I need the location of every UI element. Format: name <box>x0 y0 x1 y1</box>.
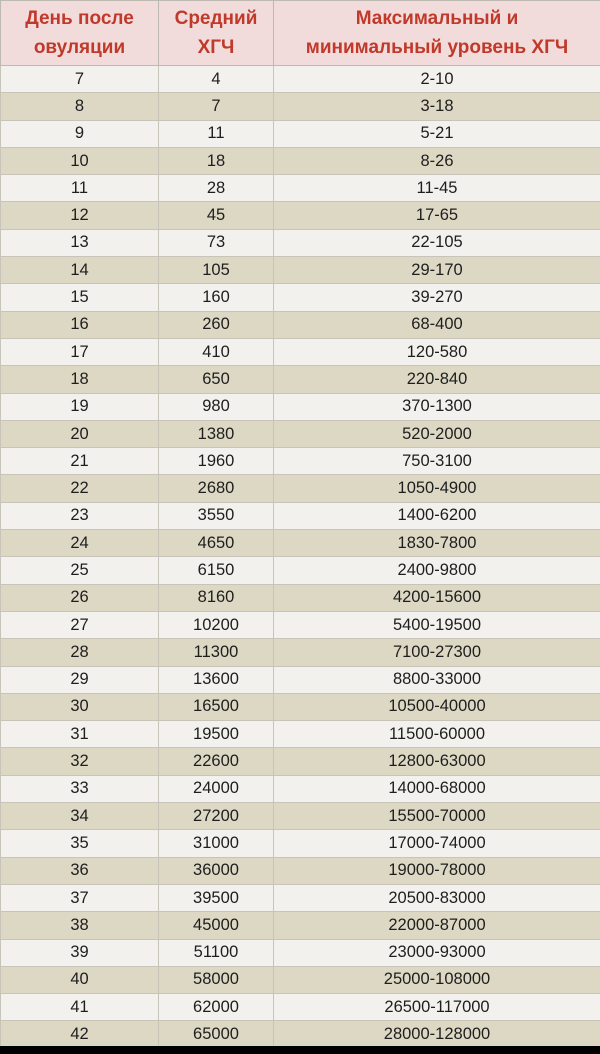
cell-hcg-range: 120-580 <box>274 338 600 365</box>
table-row <box>1 721 600 748</box>
cell-day: 7 <box>1 66 159 93</box>
table-header <box>1 1 600 66</box>
table-row <box>1 611 600 638</box>
cell-day: 25 <box>1 557 159 584</box>
cell-hcg-range: 14000-68000 <box>274 775 600 802</box>
cell-day: 12 <box>1 202 159 229</box>
cell-day: 27 <box>1 611 159 638</box>
cell-day: 37 <box>1 884 159 911</box>
table-row <box>1 393 600 420</box>
table-row <box>1 448 600 475</box>
cell-average-hcg: 45 <box>159 202 274 229</box>
cell-hcg-range: 8-26 <box>274 147 600 174</box>
cell-day: 19 <box>1 393 159 420</box>
cell-day: 11 <box>1 175 159 202</box>
cell-average-hcg: 16500 <box>159 693 274 720</box>
table-row <box>1 475 600 502</box>
cell-average-hcg: 13600 <box>159 666 274 693</box>
table-body <box>1 66 600 1049</box>
table-row <box>1 147 600 174</box>
table-row <box>1 994 600 1021</box>
cell-day: 10 <box>1 147 159 174</box>
cell-average-hcg: 160 <box>159 284 274 311</box>
cell-average-hcg: 11300 <box>159 639 274 666</box>
cell-average-hcg: 7 <box>159 93 274 120</box>
table-row <box>1 175 600 202</box>
cell-hcg-range: 1830-7800 <box>274 530 600 557</box>
table-row <box>1 830 600 857</box>
header-average-hcg <box>159 1 274 66</box>
cell-hcg-range: 7100-27300 <box>274 639 600 666</box>
header-min-max-hcg <box>274 1 600 66</box>
cell-hcg-range: 11500-60000 <box>274 721 600 748</box>
cell-average-hcg: 27200 <box>159 803 274 830</box>
cell-day: 13 <box>1 229 159 256</box>
cell-average-hcg: 2680 <box>159 475 274 502</box>
cell-average-hcg: 62000 <box>159 994 274 1021</box>
cell-hcg-range: 22000-87000 <box>274 912 600 939</box>
cell-day: 31 <box>1 721 159 748</box>
cell-hcg-range: 29-170 <box>274 257 600 284</box>
table-row <box>1 120 600 147</box>
table-row <box>1 257 600 284</box>
cell-day: 41 <box>1 994 159 1021</box>
cell-day: 8 <box>1 93 159 120</box>
cell-hcg-range: 4200-15600 <box>274 584 600 611</box>
cell-day: 36 <box>1 857 159 884</box>
cell-day: 23 <box>1 502 159 529</box>
cell-average-hcg: 11 <box>159 120 274 147</box>
cell-average-hcg: 24000 <box>159 775 274 802</box>
cell-average-hcg: 51100 <box>159 939 274 966</box>
cell-day: 28 <box>1 639 159 666</box>
cell-average-hcg: 73 <box>159 229 274 256</box>
table-row <box>1 284 600 311</box>
cell-hcg-range: 5400-19500 <box>274 611 600 638</box>
cell-day: 22 <box>1 475 159 502</box>
cell-day: 40 <box>1 966 159 993</box>
cell-hcg-range: 5-21 <box>274 120 600 147</box>
cell-hcg-range: 8800-33000 <box>274 666 600 693</box>
cell-average-hcg: 105 <box>159 257 274 284</box>
cell-day: 39 <box>1 939 159 966</box>
table-row <box>1 1021 600 1048</box>
table-row <box>1 693 600 720</box>
cell-hcg-range: 3-18 <box>274 93 600 120</box>
cell-average-hcg: 31000 <box>159 830 274 857</box>
cell-average-hcg: 260 <box>159 311 274 338</box>
table-row <box>1 803 600 830</box>
table-row <box>1 775 600 802</box>
header-line: овуляции <box>33 37 126 58</box>
cell-day: 33 <box>1 775 159 802</box>
cell-average-hcg: 65000 <box>159 1021 274 1048</box>
cell-day: 29 <box>1 666 159 693</box>
cell-average-hcg: 650 <box>159 366 274 393</box>
cell-average-hcg: 980 <box>159 393 274 420</box>
cell-average-hcg: 39500 <box>159 884 274 911</box>
table-row <box>1 584 600 611</box>
cell-average-hcg: 10200 <box>159 611 274 638</box>
cell-day: 16 <box>1 311 159 338</box>
cell-day: 34 <box>1 803 159 830</box>
table-row <box>1 229 600 256</box>
cell-average-hcg: 18 <box>159 147 274 174</box>
cell-day: 26 <box>1 584 159 611</box>
table-row <box>1 502 600 529</box>
cell-average-hcg: 410 <box>159 338 274 365</box>
cell-day: 15 <box>1 284 159 311</box>
cell-day: 18 <box>1 366 159 393</box>
cell-hcg-range: 12800-63000 <box>274 748 600 775</box>
cell-day: 35 <box>1 830 159 857</box>
cell-hcg-range: 39-270 <box>274 284 600 311</box>
bottom-frame <box>0 1046 600 1054</box>
cell-average-hcg: 19500 <box>159 721 274 748</box>
table-row <box>1 748 600 775</box>
table-row <box>1 557 600 584</box>
table-row <box>1 420 600 447</box>
cell-average-hcg: 4 <box>159 66 274 93</box>
cell-average-hcg: 6150 <box>159 557 274 584</box>
header-line: Максимальный и <box>355 8 519 29</box>
cell-average-hcg: 8160 <box>159 584 274 611</box>
table-row <box>1 366 600 393</box>
cell-hcg-range: 11-45 <box>274 175 600 202</box>
table-row <box>1 939 600 966</box>
cell-day: 21 <box>1 448 159 475</box>
table-row <box>1 666 600 693</box>
table-row <box>1 966 600 993</box>
table-row <box>1 202 600 229</box>
header-line: ХГЧ <box>197 37 235 58</box>
cell-average-hcg: 3550 <box>159 502 274 529</box>
table-row <box>1 884 600 911</box>
table-row <box>1 338 600 365</box>
header-line: День после <box>25 8 134 29</box>
cell-hcg-range: 23000-93000 <box>274 939 600 966</box>
table-row <box>1 912 600 939</box>
cell-hcg-range: 26500-117000 <box>274 994 600 1021</box>
cell-day: 30 <box>1 693 159 720</box>
cell-hcg-range: 1400-6200 <box>274 502 600 529</box>
cell-average-hcg: 36000 <box>159 857 274 884</box>
cell-day: 38 <box>1 912 159 939</box>
table-row <box>1 66 600 93</box>
cell-hcg-range: 15500-70000 <box>274 803 600 830</box>
cell-day: 24 <box>1 530 159 557</box>
cell-average-hcg: 45000 <box>159 912 274 939</box>
cell-day: 9 <box>1 120 159 147</box>
cell-hcg-range: 370-1300 <box>274 393 600 420</box>
cell-hcg-range: 1050-4900 <box>274 475 600 502</box>
cell-average-hcg: 1960 <box>159 448 274 475</box>
cell-average-hcg: 1380 <box>159 420 274 447</box>
table-row <box>1 530 600 557</box>
cell-hcg-range: 10500-40000 <box>274 693 600 720</box>
table-row <box>1 639 600 666</box>
cell-day: 32 <box>1 748 159 775</box>
cell-hcg-range: 20500-83000 <box>274 884 600 911</box>
cell-hcg-range: 19000-78000 <box>274 857 600 884</box>
header-line: минимальный уровень ХГЧ <box>305 37 569 58</box>
cell-average-hcg: 4650 <box>159 530 274 557</box>
cell-hcg-range: 17000-74000 <box>274 830 600 857</box>
cell-day: 20 <box>1 420 159 447</box>
cell-hcg-range: 25000-108000 <box>274 966 600 993</box>
cell-hcg-range: 520-2000 <box>274 420 600 447</box>
cell-hcg-range: 2-10 <box>274 66 600 93</box>
cell-hcg-range: 2400-9800 <box>274 557 600 584</box>
table-row <box>1 93 600 120</box>
cell-day: 42 <box>1 1021 159 1048</box>
cell-hcg-range: 22-105 <box>274 229 600 256</box>
table-row <box>1 311 600 338</box>
header-row <box>1 1 600 66</box>
cell-average-hcg: 22600 <box>159 748 274 775</box>
cell-hcg-range: 220-840 <box>274 366 600 393</box>
cell-day: 17 <box>1 338 159 365</box>
cell-hcg-range: 750-3100 <box>274 448 600 475</box>
header-days-after-ovulation <box>1 1 159 66</box>
cell-hcg-range: 68-400 <box>274 311 600 338</box>
header-line: Средний <box>174 8 258 29</box>
cell-day: 14 <box>1 257 159 284</box>
cell-average-hcg: 58000 <box>159 966 274 993</box>
table-row <box>1 857 600 884</box>
cell-average-hcg: 28 <box>159 175 274 202</box>
cell-hcg-range: 28000-128000 <box>274 1021 600 1048</box>
cell-hcg-range: 17-65 <box>274 202 600 229</box>
